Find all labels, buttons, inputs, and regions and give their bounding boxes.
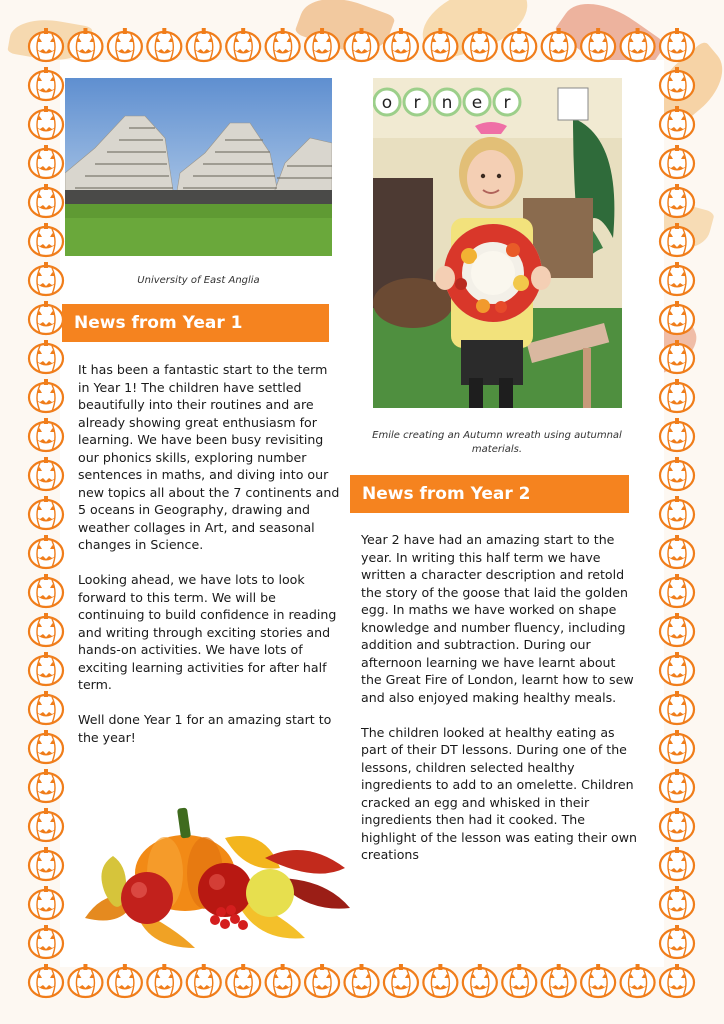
year2-paragraph: The children looked at healthy eating as part of their DT lessons. During one of the lessons, children selected healthy ingredients to add to an omelette. Children cracked an egg and whisked in their ingredients then had it cooked. The highlight of the lesson was eating their own creations (361, 724, 638, 862)
year1-paragraph: Looking ahead, we have lots to look forward to this term. We will be continuing to build confidence in reading and writing through exciting stories and hands-on activities. We have lots of exciting learning activities for after half term. (78, 572, 337, 692)
sign-letter: n (441, 93, 453, 113)
year2-heading: News from Year 2 (350, 475, 629, 513)
year1-paragraph: It has been a fantastic start to the term in Year 1! The children have settled beautifully into their routines and are already showing great enthusiasm for learning. We have been busy revisiting our phonics skills, exploring number sentences in maths, and diving into our new topics all about the 7 continents and 5 oceans in Geography, drawing and weather collages in Art, and seasonal changes in Science. (78, 362, 340, 552)
university-photo (65, 78, 332, 256)
sign-letter: o (381, 93, 393, 113)
year2-body (361, 531, 639, 881)
emile-wreath-photo (373, 78, 622, 408)
sign-letter: r (413, 93, 421, 113)
emile-photo-caption: Emile creating an Autumn wreath using autumnal materials. (372, 430, 622, 455)
harvest-illustration (75, 798, 355, 948)
year1-paragraph: Well done Year 1 for an amazing start to the year! (78, 712, 332, 745)
university-photo-caption: University of East Anglia (137, 275, 260, 286)
sign-letter: e (471, 93, 483, 113)
sign-letter: r (503, 93, 511, 113)
year2-paragraph: Year 2 have had an amazing start to the year. In writing this half term we have written a character description and retold the story of the goose that laid the golden egg. In maths we have worked on shape knowledge and number fluency, including addition and subtraction. During our afternoon learning we have learnt about the Great Fire of London, learnt how to sew and also enjoyed making healthy meals. (361, 532, 634, 705)
year1-heading: News from Year 1 (62, 304, 329, 342)
year1-body (78, 361, 340, 764)
corner-sign (374, 89, 520, 115)
